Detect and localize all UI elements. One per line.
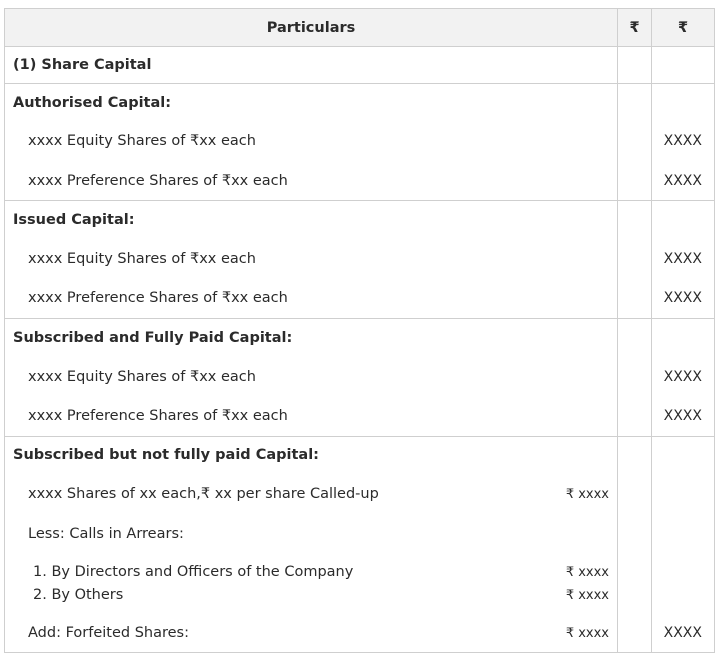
- table-row: [5, 239, 715, 279]
- table-header-row: [5, 9, 715, 47]
- row-amount: XXXX: [652, 614, 715, 652]
- called-up-subamount: ₹ xxxx: [565, 486, 609, 502]
- arrears-list: [5, 554, 618, 614]
- rupee-column-header: ₹: [618, 9, 652, 47]
- row-label: xxxx Equity Shares of ₹xx each: [5, 239, 618, 279]
- forfeited-label: Add: Forfeited Shares:: [28, 625, 189, 642]
- called-up-label: xxxx Shares of xx each,₹ xx per share Called-up: [28, 486, 379, 503]
- section-heading: Subscribed and Fully Paid Capital:: [5, 318, 618, 356]
- table-row: [5, 318, 715, 356]
- row-label: xxxx Preference Shares of ₹xx each: [5, 397, 618, 436]
- row-label: [5, 474, 618, 514]
- arrears-item-subamount: ₹ xxxx: [565, 564, 609, 580]
- row-amount: XXXX: [652, 121, 715, 161]
- table-row: [5, 436, 715, 474]
- table-row: [5, 614, 715, 652]
- section-heading: Issued Capital:: [5, 200, 618, 238]
- row-amount: XXXX: [652, 279, 715, 318]
- row-label: xxxx Equity Shares of ₹xx each: [5, 121, 618, 161]
- table-row: [5, 554, 715, 614]
- particulars-header: Particulars: [5, 9, 618, 47]
- table-row: [5, 47, 715, 84]
- row-amount: XXXX: [652, 161, 715, 200]
- row-amount: XXXX: [652, 357, 715, 397]
- arrears-item-label: 1. By Directors and Officers of the Company: [33, 563, 354, 580]
- row-amount: XXXX: [652, 397, 715, 436]
- table-row: [5, 397, 715, 436]
- table-row: [5, 200, 715, 238]
- row-label: xxxx Preference Shares of ₹xx each: [5, 161, 618, 200]
- forfeited-subamount: ₹ xxxx: [565, 625, 609, 641]
- less-calls-in-arrears-label: Less: Calls in Arrears:: [5, 515, 618, 554]
- table-row: [5, 515, 715, 554]
- section-heading: Subscribed but not fully paid Capital:: [5, 436, 618, 474]
- table-row: [5, 84, 715, 121]
- rupee-column-header: ₹: [652, 9, 715, 47]
- arrears-item-subamount: ₹ xxxx: [565, 587, 609, 603]
- table-row: [5, 357, 715, 397]
- table-row: [5, 279, 715, 318]
- share-capital-table: [4, 8, 715, 653]
- row-label: xxxx Equity Shares of ₹xx each: [5, 357, 618, 397]
- table-row: [5, 161, 715, 200]
- table-row: [5, 121, 715, 161]
- section-heading: Authorised Capital:: [5, 84, 618, 121]
- arrears-item-label: 2. By Others: [33, 586, 124, 603]
- table-row: [5, 474, 715, 514]
- share-capital-heading: (1) Share Capital: [5, 47, 618, 84]
- row-label: [5, 614, 618, 652]
- row-label: xxxx Preference Shares of ₹xx each: [5, 279, 618, 318]
- row-amount: XXXX: [652, 239, 715, 279]
